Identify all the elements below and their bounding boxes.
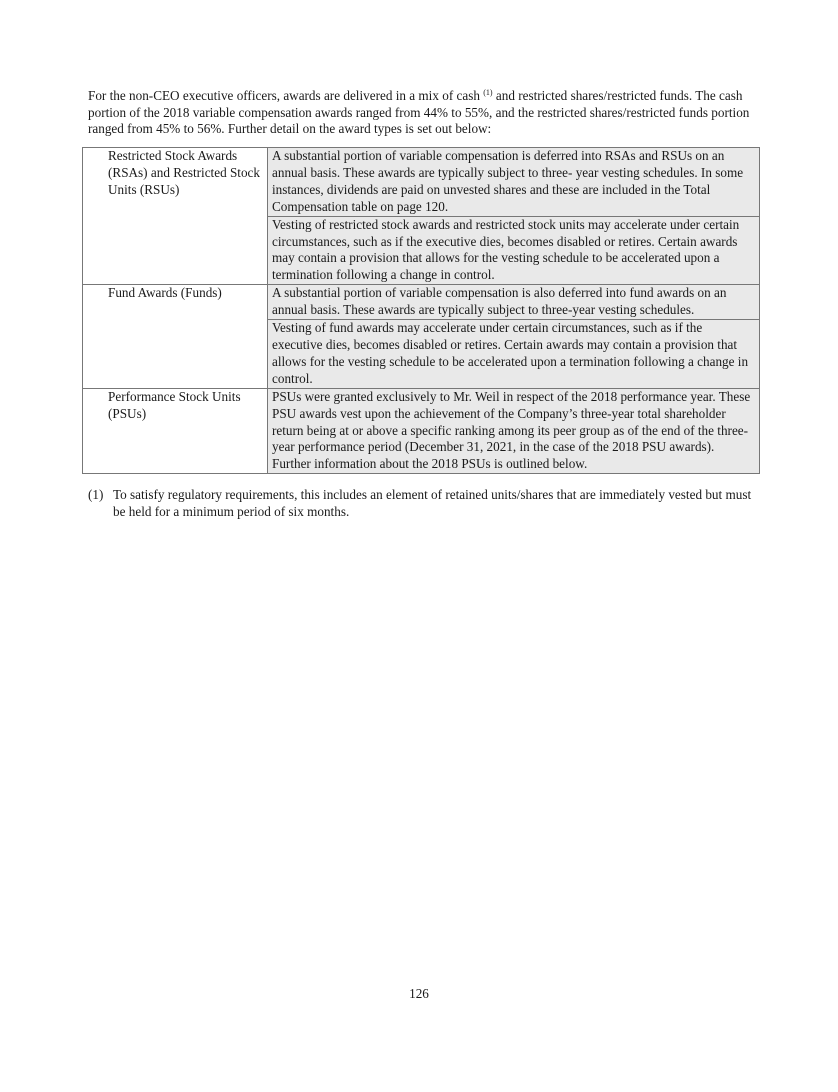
footnote-reference: (1) (483, 88, 493, 97)
table-row (83, 148, 760, 217)
intro-text-1: For the non-CEO executive officers, awards are delivered in a mix of cash (88, 88, 484, 103)
page-number: 126 (409, 986, 429, 1001)
footnote-text: To satisfy regulatory requirements, this includes an element of retained units/shares that are immediately vested but must be held for a minimum period of six months. (113, 487, 752, 519)
award-description: PSUs were granted exclusively to Mr. Weil in respect of the 2018 performance year. These PSU awards vest upon the achievement of the Company’s three-year total shareholder return being at or above a specific ranking among its peer group as of the end of the three-year performance period (December 31, 2021, in the case of the 2018 PSU awards). Further information about the 2018 PSUs is outlined below. (268, 388, 760, 474)
award-type-label: Performance Stock Units (PSUs) (83, 388, 265, 474)
award-description: A substantial portion of variable compensation is also deferred into fund awards on an annual basis. These awards are typically subject to three-year vesting schedules. (268, 285, 760, 320)
intro-paragraph (88, 88, 752, 138)
footnote-marker: (1) (88, 487, 104, 502)
award-description: Vesting of fund awards may accelerate under certain circumstances, such as if the executive dies, becomes disabled or retires. Certain awards may contain a provision that allows for the vesting schedule to be accelerated upon a termination following a change in control. (268, 320, 760, 389)
award-description: A substantial portion of variable compensation is deferred into RSAs and RSUs on an annual basis. These awards are typically subject to three- year vesting schedules. In some instances, dividends are paid on unvested shares and these are included in the Total Compensation table on page 120. (268, 148, 760, 217)
award-type-label: Restricted Stock Awards (RSAs) and Restricted Stock Units (RSUs) (83, 148, 265, 285)
table-row (83, 388, 760, 474)
award-types-table (82, 147, 760, 474)
intro-text-2: and restricted shares/restricted funds. The cash portion of the 2018 variable compensation awards ranged from 44% to 55%, and the restricted shares/restricted funds portion ranged from 45% to 56%. Further detail on the award types is set out below: (88, 88, 750, 137)
table-row (83, 285, 760, 320)
footnote (88, 487, 752, 520)
award-type-label: Fund Awards (Funds) (83, 285, 265, 388)
award-description: Vesting of restricted stock awards and restricted stock units may accelerate under certain circumstances, such as if the executive dies, becomes disabled or retires. Certain awards may contain a provision that allows for the vesting schedule to be accelerated upon a termination following a change in control. (268, 216, 760, 285)
